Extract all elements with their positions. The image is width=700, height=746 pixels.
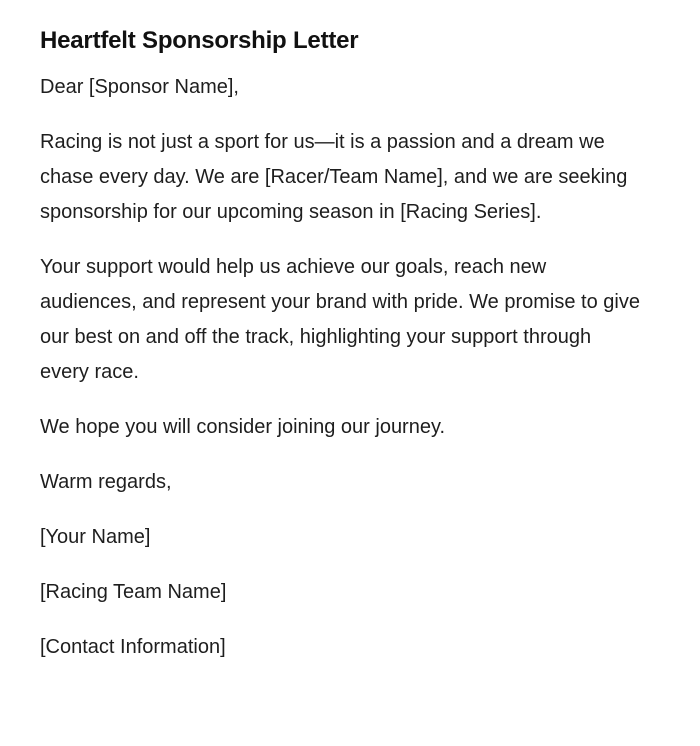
body-paragraph-intro: Racing is not just a sport for us—it is a passion and a dream we chase every day. We are [Racer/Team Name], and we are seeking sponsorship for our upcoming season in [Racing Series]. bbox=[40, 131, 628, 223]
signature-contact: [Contact Information] bbox=[40, 636, 226, 658]
letter-document bbox=[40, 22, 645, 685]
letter-title: Heartfelt Sponsorship Letter bbox=[40, 27, 359, 54]
signature-name: [Your Name] bbox=[40, 526, 151, 548]
body-paragraph-closing-line: We hope you will consider joining our journey. bbox=[40, 416, 446, 438]
body-paragraph-support: Your support would help us achieve our goals, reach new audiences, and represent your brand with pride. We promise to give our best on and off the track, highlighting your support through every race. bbox=[40, 256, 640, 383]
salutation: Dear [Sponsor Name], bbox=[40, 76, 239, 98]
signature-team: [Racing Team Name] bbox=[40, 581, 227, 603]
closing: Warm regards, bbox=[40, 471, 172, 493]
